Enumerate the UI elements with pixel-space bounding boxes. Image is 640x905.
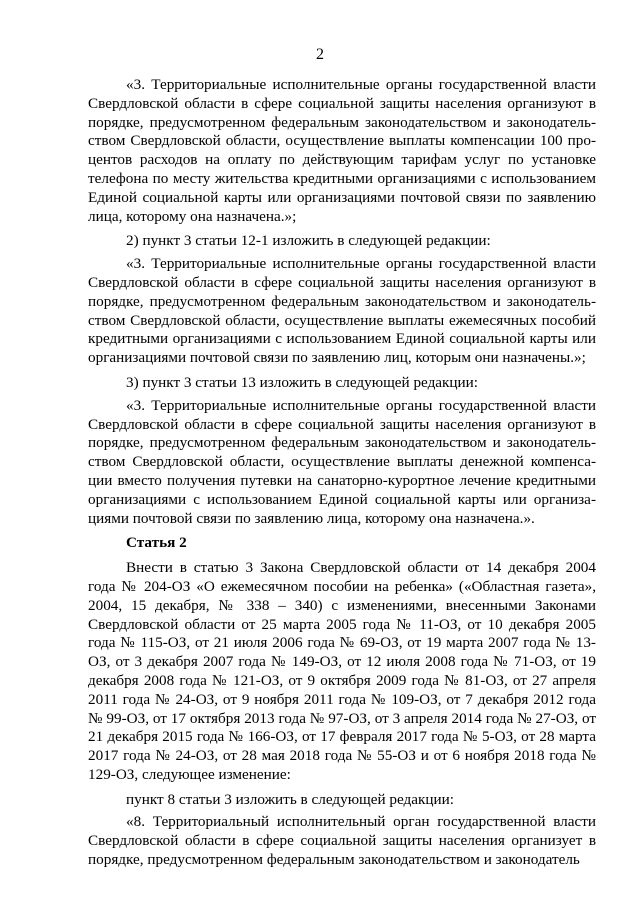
- page-number: 2: [316, 46, 324, 63]
- paragraph-item-8: пункт 8 статьи 3 изложить в следующей редакции:: [126, 790, 454, 808]
- document-body: [88, 76, 596, 876]
- paragraph-amendment-quote-4: «8. Территориальный исполнительный орган государственной власти Свердловской области в сфере социальной защиты населения организует в порядке, предусмотренном федеральным законодательством и законодатель: [88, 813, 596, 869]
- article-heading: Статья 2: [126, 534, 187, 552]
- paragraph-amendment-quote-1: «3. Территориальные исполнительные органы государственной власти Свердловской области в сфере социальной защиты населения организуют в порядке, предусмотренном федеральным законодательством и законодательством Свердловской области, осуществление выплаты компенсации 100 процентов расходов на оплату по действующим тарифам услуг по установке телефона по месту жительства кредитными организациями с использованием Единой социальной карты или организациями почтовой связи по заявлению лица, которому она назначена.»;: [88, 76, 596, 225]
- paragraph-item-2: 2) пункт 3 статьи 12-1 изложить в следующей редакции:: [126, 232, 491, 250]
- paragraph-amendment-quote-3: «3. Территориальные исполнительные органы государственной власти Свердловской области в сфере социальной защиты населения организуют в порядке, предусмотренном федеральным законодательством и законодательством Свердловской области, осуществление выплаты денежной компенсации вместо получения путевки на санаторно-курортное лечение кредитными организациями с использованием Единой социальной карты или организациями почтовой связи по заявлению лица, которому она назначена.».: [88, 396, 596, 527]
- paragraph-item-3: 3) пункт 3 статьи 13 изложить в следующей редакции:: [126, 373, 479, 391]
- paragraph-amendment-quote-2: «3. Территориальные исполнительные органы государственной власти Свердловской области в сфере социальной защиты населения организуют в порядке, предусмотренном федеральным законодательством и законодательством Свердловской области, осуществление выплаты ежемесячных пособий кредитными организациями с использованием Единой социальной карты или организациями почтовой связи по заявлению лиц, которым они назначены.»;: [88, 255, 596, 367]
- paragraph-article-2-body: Внести в статью 3 Закона Свердловской области от 14 декабря 2004 года № 204-ОЗ «О ежемесячном пособии на ребенка» («Областная газета», 2004, 15 декабря, № 338 – 340) с изменениями, внесенными Законами Свердловской области от 25 марта 2005 года № 11-ОЗ, от 10 декабря 2005 года № 115-ОЗ, от 21 июля 2006 года № 69-ОЗ, от 19 марта 2007 года № 13-ОЗ, от 3 декабря 2007 года № 149-ОЗ, от 12 июля 2008 года № 71-ОЗ, от 19 декабря 2008 года № 121-ОЗ, от 9 октября 2009 года № 81-ОЗ, от 27 апреля 2011 года № 24-ОЗ, от 9 ноября 2011 года № 109-ОЗ, от 7 декабря 2012 года № 99-ОЗ, от 17 октября 2013 года № 97-ОЗ, от 3 апреля 2014 года № 27-ОЗ, от 21 декабря 2015 года № 166-ОЗ, от 17 февраля 2017 года № 5-ОЗ, от 28 марта 2017 года № 24-ОЗ, от 28 мая 2018 года № 55-ОЗ и от 6 ноября 2018 года № 129-ОЗ, следующее изменение:: [88, 559, 596, 783]
